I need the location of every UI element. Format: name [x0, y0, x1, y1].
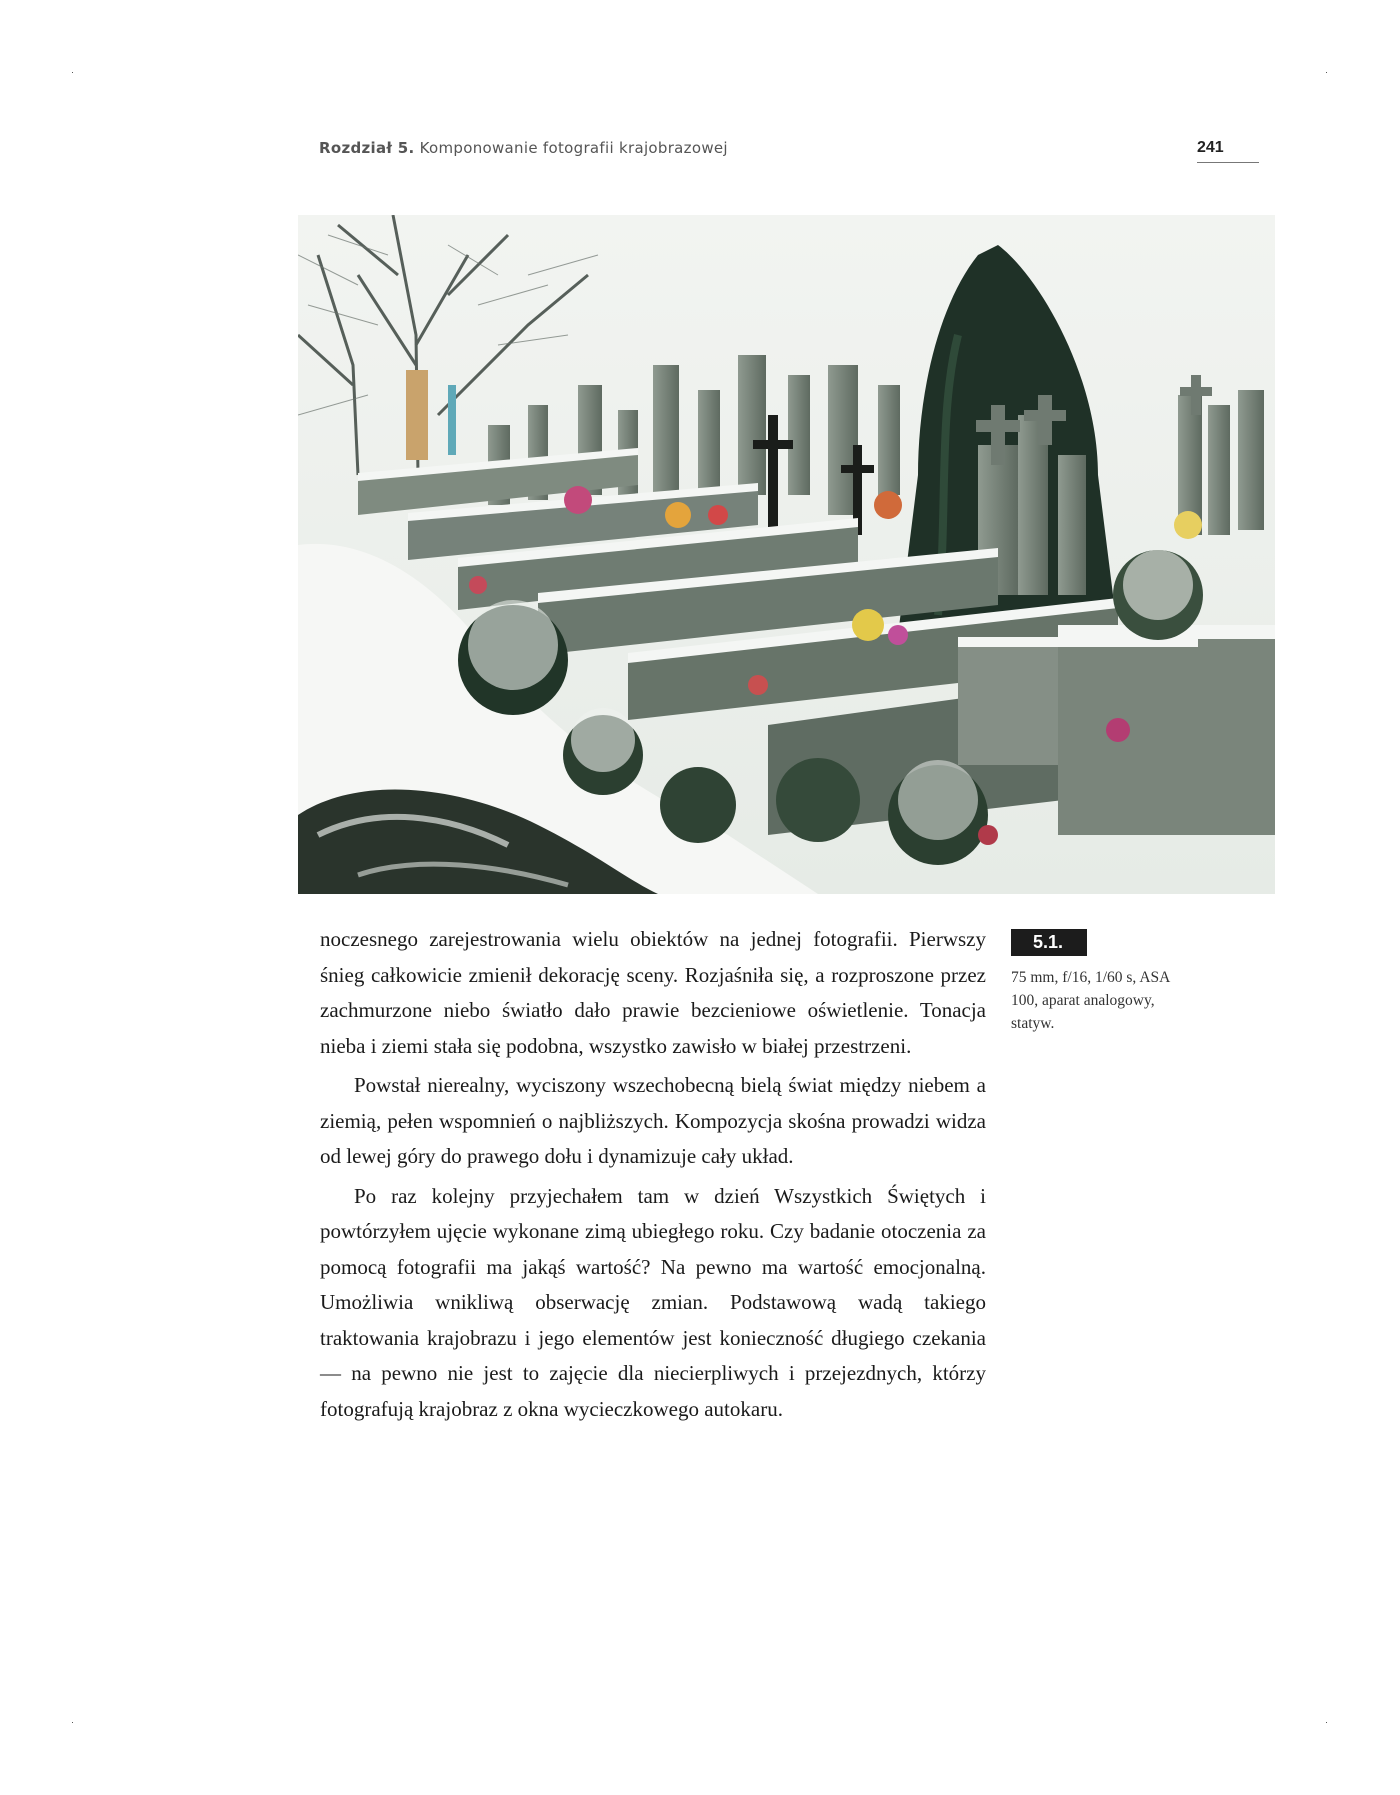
paragraph-3: Po raz kolejny przyjechałem tam w dzień Wszystkich Świętych i powtórzyłem ujęcie wykonane zimą ubiegłego roku. Czy badanie otoczenia za pomocą fotografii ma jakąś wartość? Na pewno ma wartość emocjonalną. Umożliwia wnikliwą obserwację zmian. Podstawową wadą takiego traktowania krajobrazu i jego elementów jest konieczność długiego czekania — na pewno nie jest to zajęcie dla niecierpliwych i przejezdnych, którzy fotografują krajobraz z okna wycieczkowego autokaru. [320, 1183, 986, 1421]
crop-mark [1326, 1722, 1327, 1723]
paragraph-2: Powstał nierealny, wyciszony wszechobecną bielą świat między niebem a ziemią, pełen wspomnień o najbliższych. Kompozycja skośna prowadzi widza od lewej góry do prawego dołu i dynamizuje cały układ. [320, 1073, 986, 1168]
chapter-label: Rozdział 5. [319, 139, 415, 157]
figure-number-badge: 5.1. [1011, 929, 1087, 956]
body-text [320, 922, 986, 1427]
page-number: 241 [1197, 139, 1259, 163]
cemetery-winter-photo [298, 215, 1275, 894]
page-header [319, 139, 1259, 163]
chapter-title: Komponowanie fotografii krajobrazowej [419, 139, 728, 157]
running-head [319, 139, 728, 157]
crop-mark [72, 1722, 73, 1723]
crop-mark [72, 72, 73, 73]
figure-caption: 75 mm, f/16, 1/60 s, ASA 100, aparat analogowy, statyw. [1011, 969, 1170, 1032]
paragraph-1: noczesnego zarejestrowania wielu obiektów na jednej fotografii. Pierwszy śnieg całkowicie zmienił dekorację sceny. Rozjaśniła się, a rozproszone przez zachmurzone niebo światło dało prawie bezcieniowe oświetlenie. Tonacja nieba i ziemi stała się podobna, wszystko zawisło w białej przestrzeni. [320, 927, 986, 1058]
crop-mark [1326, 72, 1327, 73]
